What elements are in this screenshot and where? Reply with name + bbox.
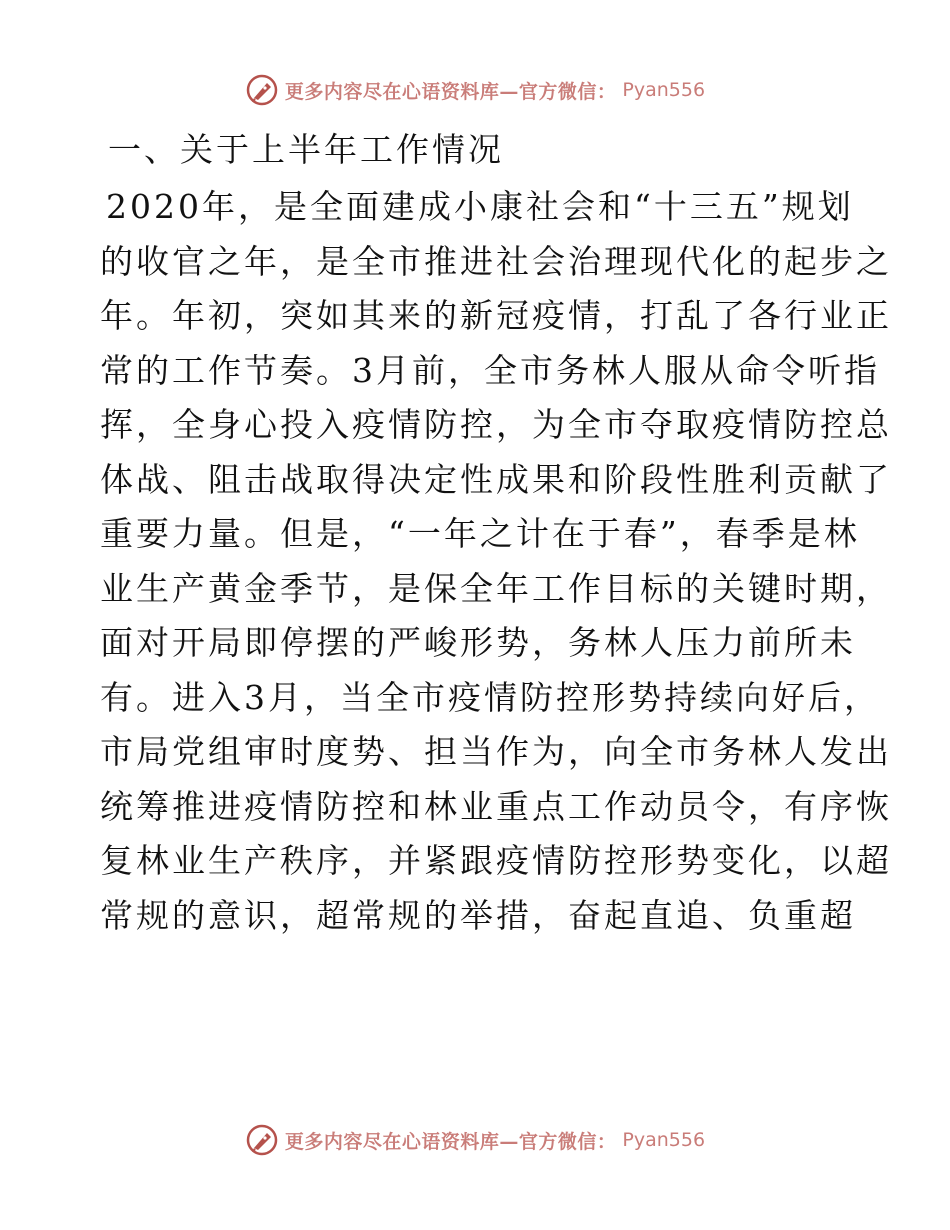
paragraph-line: 挥，全身心投入疫情防控，为全市夺取疫情防控总: [100, 405, 892, 444]
paragraph-line: 体战、阻击战取得决定性成果和阶段性胜利贡献了: [100, 459, 892, 499]
paragraph-line: 年。年初，突如其来的新冠疫情，打乱了各行业正: [100, 296, 892, 335]
paragraph-line: 面对开局即停摆的严峻形势，务林人压力前所未: [100, 623, 856, 662]
header-watermark-banner: [0, 70, 950, 110]
footer-watermark-text: 更多内容尽在心语资料库—官方微信：: [284, 1130, 617, 1153]
footer-watermark-wechat-id: Pyan556: [622, 1129, 706, 1151]
paragraph-line: 重要力量。但是，“一年之计在于春”，春季是林: [100, 514, 860, 553]
paragraph-line: 常规的意识，超常规的举措，奋起直追、负重超: [100, 895, 856, 935]
paragraph-line: 常的工作节奏。3月前，全市务林人服从命令听指: [100, 350, 880, 390]
header-watermark-wechat-id: Pyan556: [622, 79, 706, 101]
paragraph-line: 业生产黄金季节，是保全年工作目标的关键时期，: [100, 568, 892, 608]
paragraph-line: 市局党组审时度势、担当作为，向全市务林人发出: [100, 732, 892, 771]
paragraph-line: 2020年，是全面建成小康社会和“十三五”规划: [106, 187, 854, 226]
header-watermark-text: 更多内容尽在心语资料库—官方微信：: [284, 80, 617, 103]
pen-nib-logo-icon: [245, 1123, 279, 1157]
section-heading: 一、关于上半年工作情况: [108, 130, 504, 169]
paragraph-line: 统筹推进疫情防控和林业重点工作动员令，有序恢: [100, 786, 892, 826]
body-paragraph: [100, 180, 892, 943]
paragraph-line: 复林业生产秩序，并紧跟疫情防控形势变化，以超: [100, 841, 892, 880]
paragraph-line: 的收官之年，是全市推进社会治理现代化的起步之: [100, 241, 892, 281]
pen-nib-logo-icon: [245, 73, 279, 107]
paragraph-line: 有。进入3月，当全市疫情防控形势持续向好后，: [100, 677, 880, 717]
footer-watermark-banner: [0, 1120, 950, 1160]
